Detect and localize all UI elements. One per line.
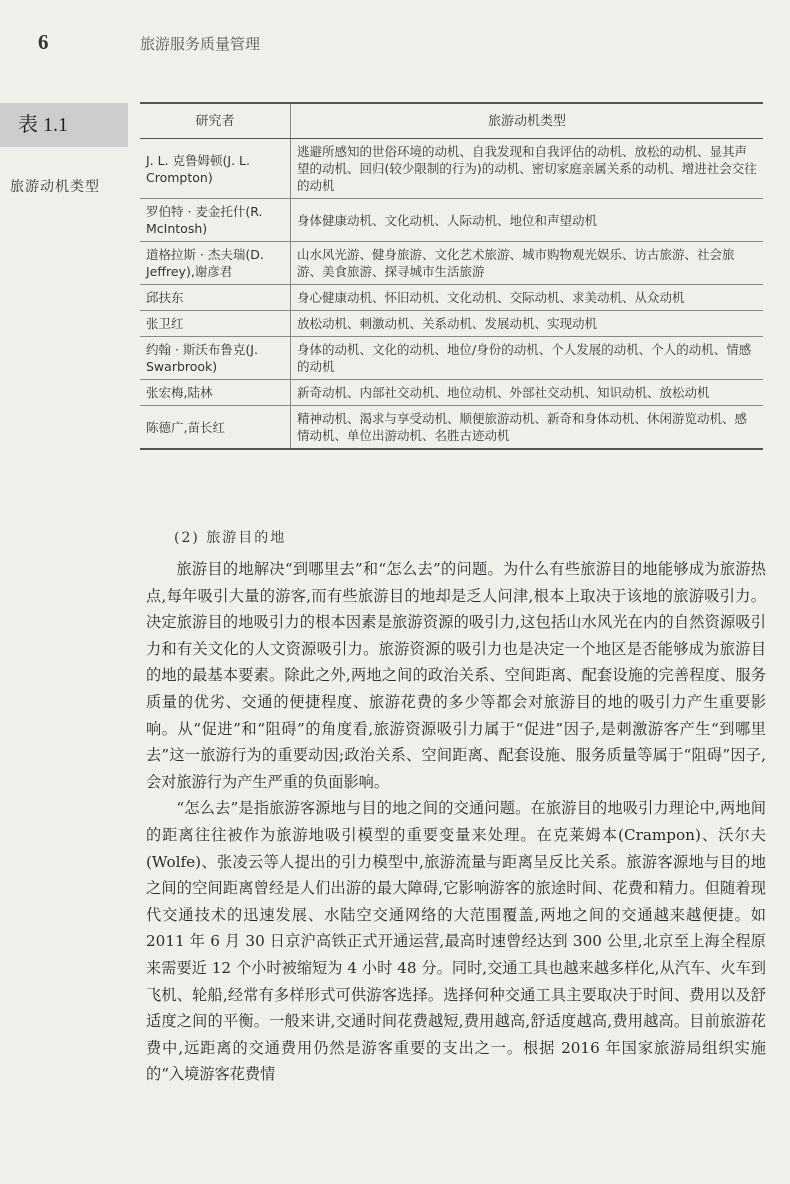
- researcher-cell: 张卫红: [140, 311, 291, 337]
- researcher-cell: 约翰 · 斯沃布鲁克(J. Swarbrook): [140, 337, 291, 380]
- types-cell: 逃避所感知的世俗环境的动机、自我发现和自我评估的动机、放松的动机、显其声望的动机、回归(较少限制的行为)的动机、密切家庭亲属关系的动机、增进社会交往的动机: [291, 139, 764, 199]
- table-row: [140, 285, 763, 311]
- table-row: [140, 242, 763, 285]
- researcher-cell: 罗伯特 · 麦金托什(R. McIntosh): [140, 199, 291, 242]
- table-caption: 旅游动机类型: [10, 179, 100, 195]
- types-cell: 新奇动机、内部社交动机、地位动机、外部社交动机、知识动机、放松动机: [291, 380, 764, 406]
- table-row: [140, 337, 763, 380]
- table-row: [140, 139, 763, 199]
- table-label: 表 1.1: [0, 103, 128, 147]
- researcher-cell: J. L. 克鲁姆顿(J. L. Crompton): [140, 139, 291, 199]
- researcher-cell: 邱扶东: [140, 285, 291, 311]
- column-header-researcher: 研究者: [140, 103, 291, 139]
- motive-table: [140, 102, 763, 450]
- page-number: 6: [38, 30, 49, 54]
- paragraph: 旅游目的地解决“到哪里去”和“怎么去”的问题。为什么有些旅游目的地能够成为旅游热点,每年吸引大量的游客,而有些旅游目的地却是乏人问津,根本上取决于该地的旅游吸引力。决定旅游目的地吸引力的根本因素是旅游资源的吸引力,这包括山水风光在内的自然资源吸引力和有关文化的人文资源吸引力。旅游资源的吸引力也是决定一个地区是否能够成为旅游目的地的最基本要素。除此之外,两地之间的政治关系、空间距离、配套设施的完善程度、服务质量的优劣、交通的便捷程度、旅游花费的多少等都会对旅游目的地的吸引力产生重要影响。从“促进”和“阻碍”的角度看,旅游资源吸引力属于“促进”因子,是刺激游客产生“到哪里去”这一旅游行为的重要动因;政治关系、空间距离、配套设施、服务质量等属于“阻碍”因子,会对旅游行为产生严重的负面影响。: [146, 560, 766, 791]
- researcher-cell: 张宏梅,陆林: [140, 380, 291, 406]
- types-cell: 精神动机、渴求与享受动机、顺便旅游动机、新奇和身体动机、休闲游览动机、感情动机、单位出游动机、名胜古迹动机: [291, 406, 764, 450]
- body-text: [146, 556, 766, 1088]
- section-heading: (2) 旅游目的地: [174, 530, 287, 546]
- table-row: [140, 199, 763, 242]
- paragraph: “怎么去”是指旅游客源地与目的地之间的交通问题。在旅游目的地吸引力理论中,两地间的距离往往被作为旅游地吸引模型的重要变量来处理。在克莱姆本(Crampon)、沃尔夫(Wolfe)、张凌云等人提出的引力模型中,旅游流量与距离呈反比关系。旅游客源地与目的地之间的空间距离曾经是人们出游的最大障碍,它影响游客的旅途时间、花费和精力。但随着现代交通技术的迅速发展、水陆空交通网络的大范围覆盖,两地之间的交通越来越便捷。如 2011 年 6 月 30 日京沪高铁正式开通运营,最高时速曾经达到 300 公里,北京至上海全程原来需要近 12 个小时被缩短为 4 小时 48 分。同时,交通工具也越来越多样化,从汽车、火车到飞机、轮船,经常有多样形式可供游客选择。选择何种交通工具主要取决于时间、费用以及舒适度之间的平衡。一般来讲,交通时间花费越短,费用越高,舒适度越高,费用越高。目前旅游花费中,远距离的交通费用仍然是游客重要的支出之一。根据 2016 年国家旅游局组织实施的“入境游客花费情: [146, 799, 766, 1084]
- researcher-cell: 陈德广,苗长红: [140, 406, 291, 450]
- table-row: [140, 311, 763, 337]
- types-cell: 身体健康动机、文化动机、人际动机、地位和声望动机: [291, 199, 764, 242]
- researcher-cell: 道格拉斯 · 杰夫瑞(D. Jeffrey),谢彦君: [140, 242, 291, 285]
- column-header-types: 旅游动机类型: [291, 103, 764, 139]
- table-header-row: [140, 103, 763, 139]
- types-cell: 山水风光游、健身旅游、文化艺术旅游、城市购物观光娱乐、访古旅游、社会旅游、美食旅游、探寻城市生活旅游: [291, 242, 764, 285]
- table-row: [140, 406, 763, 450]
- types-cell: 身体的动机、文化的动机、地位/身份的动机、个人发展的动机、个人的动机、情感的动机: [291, 337, 764, 380]
- types-cell: 身心健康动机、怀旧动机、文化动机、交际动机、求美动机、从众动机: [291, 285, 764, 311]
- running-head: 旅游服务质量管理: [140, 35, 261, 53]
- types-cell: 放松动机、刺激动机、关系动机、发展动机、实现动机: [291, 311, 764, 337]
- table-row: [140, 380, 763, 406]
